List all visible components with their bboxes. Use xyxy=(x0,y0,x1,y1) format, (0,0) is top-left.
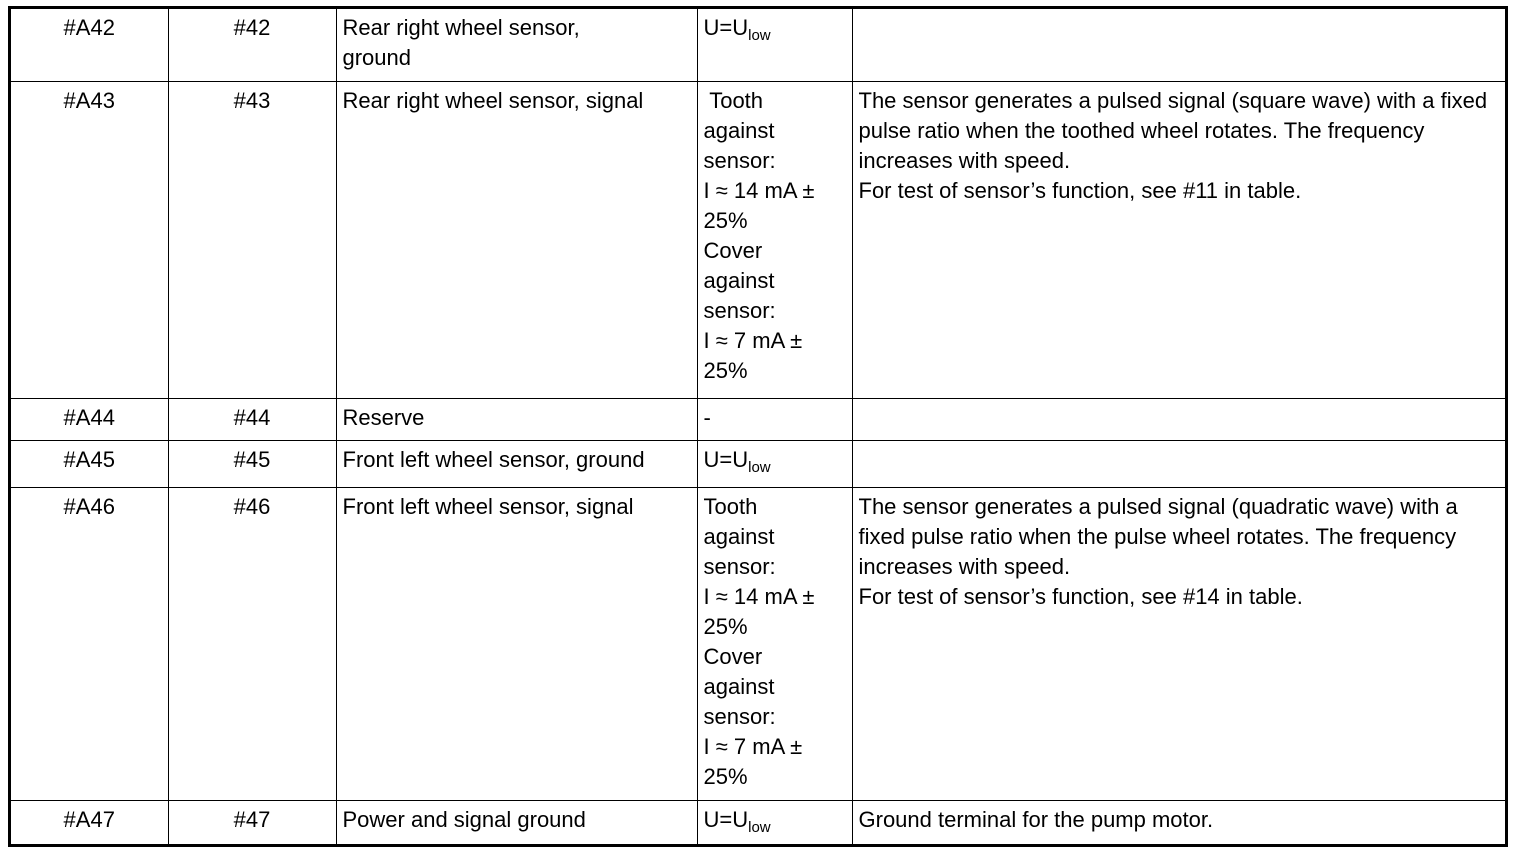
table-row xyxy=(11,800,1505,844)
value-subscript: low xyxy=(748,27,771,44)
function-cell: Rear right wheel sensor, signal xyxy=(336,81,697,398)
table-row xyxy=(11,440,1505,487)
function-cell: Reserve xyxy=(336,398,697,440)
pin-cell: #43 xyxy=(168,81,336,398)
value-line: sensor: xyxy=(703,703,776,729)
connector-cell: #A42 xyxy=(11,9,168,81)
description-text: Ground terminal for the pump motor. xyxy=(858,806,1214,832)
pin-cell: #46 xyxy=(168,487,336,800)
value-line: Tooth xyxy=(703,493,758,519)
table-row xyxy=(11,81,1505,398)
value-base: U=U xyxy=(703,446,749,472)
description-cell xyxy=(852,9,1505,81)
connector-cell: #A47 xyxy=(11,800,168,844)
value-line: Cover xyxy=(703,643,763,669)
value-text xyxy=(703,15,771,44)
connector-cell: #A44 xyxy=(11,398,168,440)
value-line: sensor: xyxy=(703,553,776,579)
value-line: against xyxy=(703,673,775,699)
function-text: Rear right wheel sensor, ground xyxy=(342,15,580,70)
table-row xyxy=(11,487,1505,800)
value-text xyxy=(703,806,771,836)
description-cell xyxy=(852,398,1505,440)
value-line: I ≈ 14 mA ± xyxy=(703,583,815,609)
connector-cell: #A45 xyxy=(11,440,168,487)
description-cell xyxy=(852,487,1505,800)
value-cell xyxy=(697,440,852,487)
value-base: U=U xyxy=(703,806,749,832)
value-line: against xyxy=(703,523,775,549)
connector-cell: #A46 xyxy=(11,487,168,800)
value-line: I ≈ 7 mA ± xyxy=(703,733,803,759)
pin-cell: #47 xyxy=(168,800,336,844)
value-line: I ≈ 7 mA ± xyxy=(703,327,803,353)
value-text xyxy=(703,446,771,476)
value-cell xyxy=(697,81,852,398)
value-line: sensor: xyxy=(703,147,776,173)
value-cell: - xyxy=(697,398,852,440)
description-text: For test of sensor’s function, see #14 in table. xyxy=(858,583,1303,609)
pin-cell: #44 xyxy=(168,398,336,440)
connector-cell: #A43 xyxy=(11,81,168,398)
function-cell: Front left wheel sensor, signal xyxy=(336,487,697,800)
description-cell xyxy=(852,440,1505,487)
value-base: U=U xyxy=(703,15,749,40)
value-cell xyxy=(697,487,852,800)
pin-cell: #45 xyxy=(168,440,336,487)
value-line: Cover xyxy=(703,237,763,263)
function-cell: Power and signal ground xyxy=(336,800,697,844)
description-text: For test of sensor’s function, see #11 in table. xyxy=(858,177,1302,203)
function-cell xyxy=(336,9,697,81)
value-line: 25% xyxy=(703,613,748,639)
description-cell xyxy=(852,800,1505,844)
value-subscript: low xyxy=(748,818,771,836)
description-text: The sensor generates a pulsed signal (quadratic wave) with a fixed pulse ratio when the pulse wheel rotates. The frequency increases with speed. xyxy=(858,493,1458,579)
value-cell xyxy=(697,800,852,844)
function-cell: Front left wheel sensor, ground xyxy=(336,440,697,487)
description-cell xyxy=(852,81,1505,398)
table-row xyxy=(11,398,1505,440)
value-line: against xyxy=(703,117,775,143)
pin-cell: #42 xyxy=(168,9,336,81)
value-line: 25% xyxy=(703,763,748,789)
pin-table-frame xyxy=(8,6,1508,847)
value-line: sensor: xyxy=(703,297,776,323)
value-line: 25% xyxy=(703,207,748,233)
value-line: against xyxy=(703,267,775,293)
table-row xyxy=(11,9,1505,81)
value-cell xyxy=(697,9,852,81)
description-text: The sensor generates a pulsed signal (square wave) with a fixed pulse ratio when the toothed wheel rotates. The frequency increases with speed. xyxy=(858,87,1488,173)
value-line: I ≈ 14 mA ± xyxy=(703,177,815,203)
value-line: 25% xyxy=(703,357,748,383)
pin-assignment-table xyxy=(11,9,1505,844)
value-subscript: low xyxy=(748,458,771,476)
value-line: Tooth xyxy=(703,87,764,113)
